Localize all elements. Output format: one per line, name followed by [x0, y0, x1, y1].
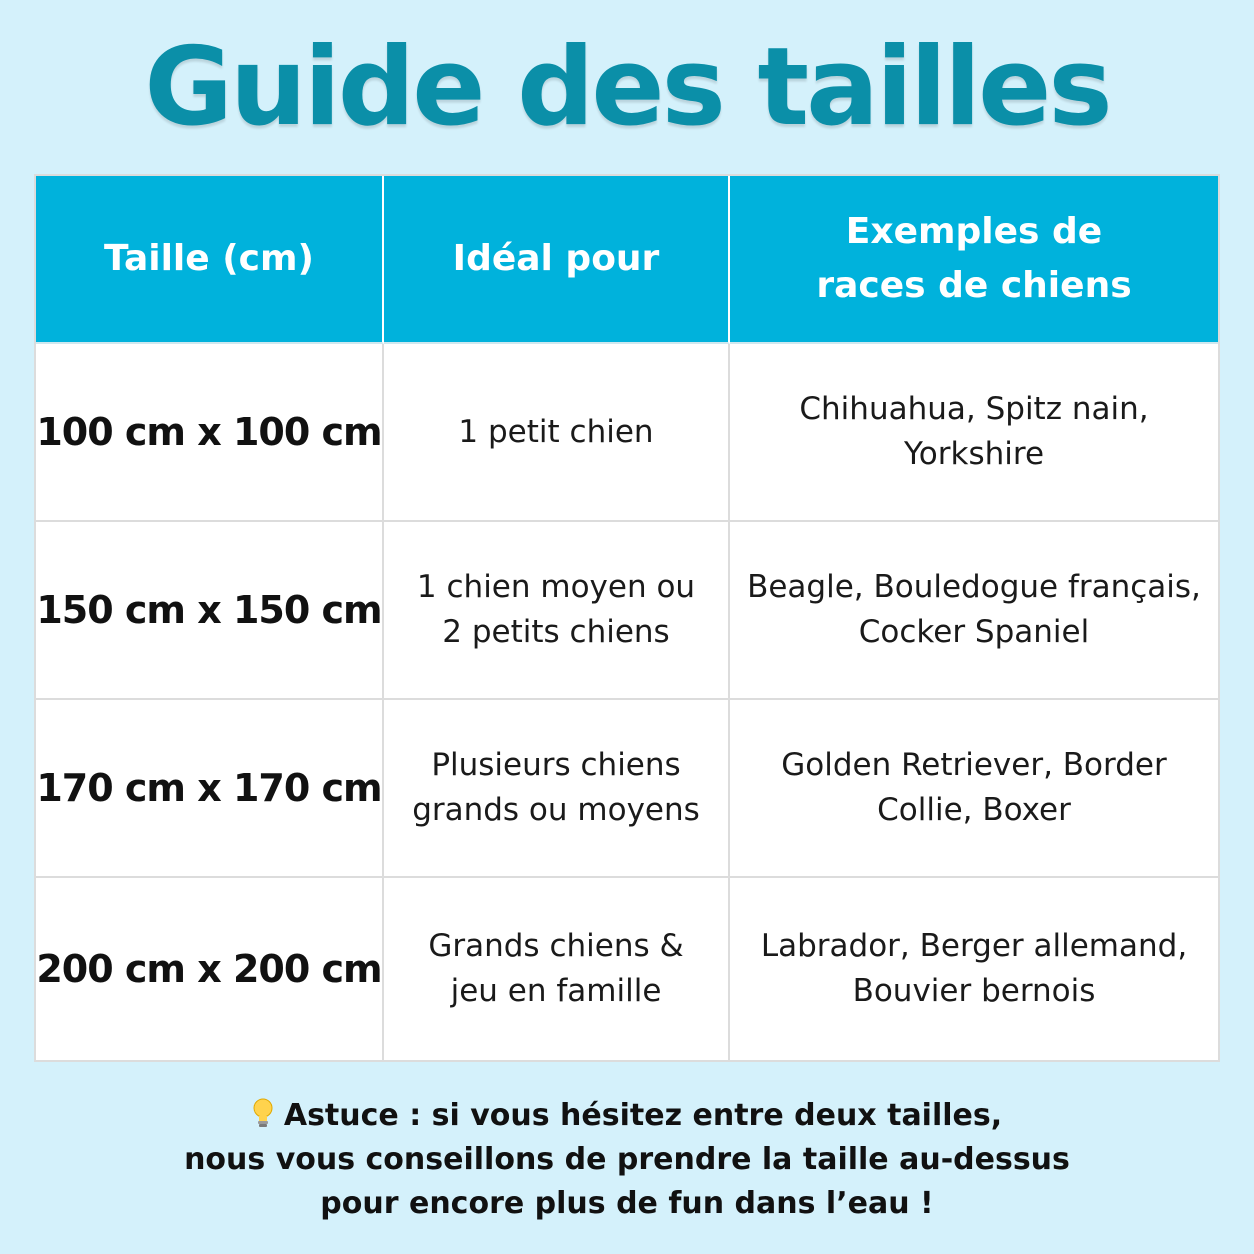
breeds-value: Labrador, Berger allemand, Bouvier bernois — [760, 928, 1188, 1009]
table-row — [36, 344, 1218, 522]
tip-line-3: pour encore plus de fun dans l’eau ! — [320, 1186, 934, 1221]
breeds-value: Beagle, Bouledogue français, Cocker Spaniel — [730, 522, 1218, 700]
table-row — [36, 700, 1218, 878]
page-title: Guide des tailles — [144, 25, 1110, 150]
header-breed-examples: Exemples de races de chiens — [730, 176, 1218, 344]
size-value: 150 cm x 150 cm — [36, 522, 384, 700]
header-ideal-for: Idéal pour — [384, 176, 730, 344]
tip-note — [0, 1094, 1254, 1226]
tip-line-2: nous vous conseillons de prendre la taille au-dessus — [184, 1142, 1070, 1177]
table-row — [36, 522, 1218, 700]
size-value: 170 cm x 170 cm — [36, 700, 384, 878]
breeds-value: Chihuahua, Spitz nain, Yorkshire — [730, 344, 1218, 522]
lightbulb-icon — [252, 1097, 274, 1129]
table-row — [36, 878, 1218, 1060]
header-size: Taille (cm) — [36, 176, 384, 344]
tip-line-1 — [0, 1094, 1254, 1138]
breeds-value: Golden Retriever, Border Collie, Boxer — [730, 700, 1218, 878]
size-value: 200 cm x 200 cm — [36, 878, 384, 1060]
ideal-for-value: 1 chien moyen ou 2 petits chiens — [384, 522, 730, 700]
size-guide-table — [34, 174, 1220, 1062]
ideal-for-value: Grands chiens & jeu en famille — [384, 878, 730, 1060]
ideal-for-value: 1 petit chien — [384, 344, 730, 522]
tip-text-1: Astuce : si vous hésitez entre deux tailles, — [283, 1098, 1003, 1133]
table-header-row — [36, 176, 1218, 344]
size-value: 100 cm x 100 cm — [36, 344, 384, 522]
ideal-for-value: Plusieurs chiens grands ou moyens — [384, 700, 730, 878]
